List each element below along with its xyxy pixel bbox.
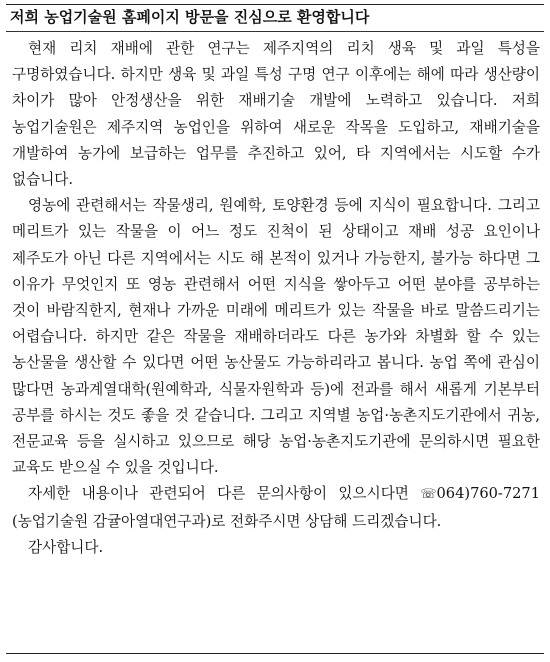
- closing-line: 감사합니다.: [28, 538, 104, 556]
- phone-number: [420, 485, 540, 502]
- paragraph-research: 현재 리치 재배에 관한 연구는 제주지역의 리치 생육 및 과일 특성을 구명하였습니다. 하지만 생육 및 과일 특성 구명 연구 이후에는 해에 따라 생산량이 차이가 많아 안정생산을 위한 재배기술 개발에 노력하고 있습니다. 저희 농업기술원은 제주지역 농업인을 위하여 새로운 작목을 도입하고, 재배기술을 개발하여 농가에 보급하는 업무를 추진하고 있어, 타 지역에서는 시도할 수가 없습니다.: [12, 40, 540, 189]
- body-text: [12, 36, 540, 561]
- paragraph-contact: [12, 481, 540, 534]
- bottom-rule: [6, 653, 544, 654]
- page-title: 저희 농업기술원 홈페이지 방문을 진심으로 환영합니다: [10, 8, 370, 26]
- title-rule: [6, 31, 544, 32]
- phone-icon: ☏: [420, 487, 437, 503]
- contact-text-after: (농업기술원 감귤아열대연구과)로 전화주시면 상담해 드리겠습니다.: [12, 512, 442, 530]
- top-rule: [6, 4, 544, 5]
- contact-text-before: 자세한 내용이나 관련되어 다른 문의사항이 있으시다면: [28, 485, 421, 503]
- phone-number-text: 064)760-7271: [436, 485, 540, 503]
- paragraph-farming-advice: 영농에 관련해서는 작물생리, 원예학, 토양환경 등에 지식이 필요합니다. 그리고 메리트가 있는 작물을 이 어느 정도 진척이 된 상태이고 재배 성공 요인이나 제주도가 아닌 다른 지역에서는 시도 해 본적이 있거나 가능한지, 불가능 하다면 그 이유가 무엇인지 또 영농 관련해서 어떤 지식을 쌓아두고 어떤 분야를 공부하는 것이 바람직한지, 현재나 가까운 미래에 메리트가 있는 작물을 바로 말씀드리기는 어렵습니다. 하지만 같은 작물을 재배하더라도 다른 농가와 차별화 할 수 있는 농산물을 생산할 수 있다면 어떤 농산물도 가능하리라고 봅니다. 농업 쪽에 관심이 많다면 농과계열대학(원예학과, 식물자원학과 등)에 전과를 해서 새롭게 기본부터 공부를 하시는 것도 좋을 것 같습니다. 그리고 지역별 농업·농촌지도기관에서 귀농, 전문교육 등을 실시하고 있으므로 해당 농업·농촌지도기관에 문의하시면 필요한 교육도 받으실 수 있을 것입니다.: [12, 197, 540, 477]
